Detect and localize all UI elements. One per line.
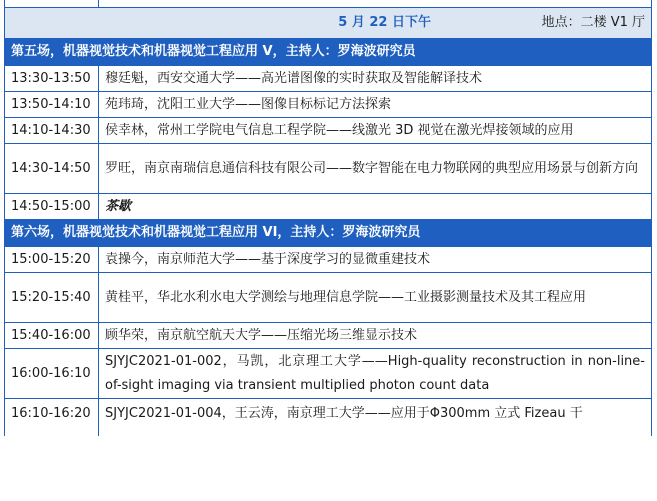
- table-row: [5, 247, 652, 273]
- talk-title: 苑玮琦，沈阳工业大学——图像目标标记方法探索: [99, 92, 652, 118]
- talk-time: 13:50-14:10: [5, 92, 99, 118]
- schedule-table: [4, 0, 652, 436]
- talk-time: 13:30-13:50: [5, 66, 99, 92]
- table-row: [5, 194, 652, 220]
- session-title: 第六场，机器视觉技术和机器视觉工程应用 VI，主持人：罗海波研究员: [5, 220, 652, 247]
- session-date: 5 月 22 日下午: [338, 15, 431, 30]
- session-venue: 地点：二楼 V1 厅: [541, 15, 645, 30]
- talk-time: 16:00-16:10: [5, 349, 99, 399]
- table-row: [5, 349, 652, 399]
- table-row: [5, 118, 652, 144]
- talk-title: 袁操今，南京师范大学——基于深度学习的显微重建技术: [99, 247, 652, 273]
- talk-time: 15:40-16:00: [5, 323, 99, 349]
- talk-title: SJYJC2021-01-004，王云涛，南京理工大学——应用于Φ300mm 立式 Fizeau 干: [99, 399, 652, 437]
- talk-time: 14:10-14:30: [5, 118, 99, 144]
- session-title-row: [5, 39, 652, 66]
- talk-title: SJYJC2021-01-002，马凯，北京理工大学——High-quality reconstruction in non-line-of-sight imaging via transient multiplied photon count data: [99, 349, 652, 399]
- table-top-edge: [5, 0, 652, 8]
- session-title-row: [5, 220, 652, 247]
- table-row: [5, 92, 652, 118]
- talk-title: 穆廷魁，西安交通大学——高光谱图像的实时获取及智能解译技术: [99, 66, 652, 92]
- date-header-row: [5, 8, 652, 39]
- talk-time: 15:20-15:40: [5, 273, 99, 323]
- talk-title: 侯幸林，常州工学院电气信息工程学院——线激光 3D 视觉在激光焊接领域的应用: [99, 118, 652, 144]
- table-row: [5, 399, 652, 437]
- talk-time: 14:50-15:00: [5, 194, 99, 220]
- talk-time: 14:30-14:50: [5, 144, 99, 194]
- talk-title: 顾华荣，南京航空航天大学——压缩光场三维显示技术: [99, 323, 652, 349]
- table-row: [5, 323, 652, 349]
- table-row: [5, 66, 652, 92]
- table-row: [5, 144, 652, 194]
- tea-break-label: 茶歇: [105, 198, 132, 214]
- talk-title: 黄桂平，华北水利水电大学测绘与地理信息学院——工业摄影测量技术及其工程应用: [99, 273, 652, 323]
- session-title: 第五场，机器视觉技术和机器视觉工程应用 V，主持人：罗海波研究员: [5, 39, 652, 66]
- talk-title: 罗旺，南京南瑞信息通信科技有限公司——数字智能在电力物联网的典型应用场景与创新方向: [99, 144, 652, 194]
- table-row: [5, 273, 652, 323]
- talk-time: 16:10-16:20: [5, 399, 99, 437]
- talk-time: 15:00-15:20: [5, 247, 99, 273]
